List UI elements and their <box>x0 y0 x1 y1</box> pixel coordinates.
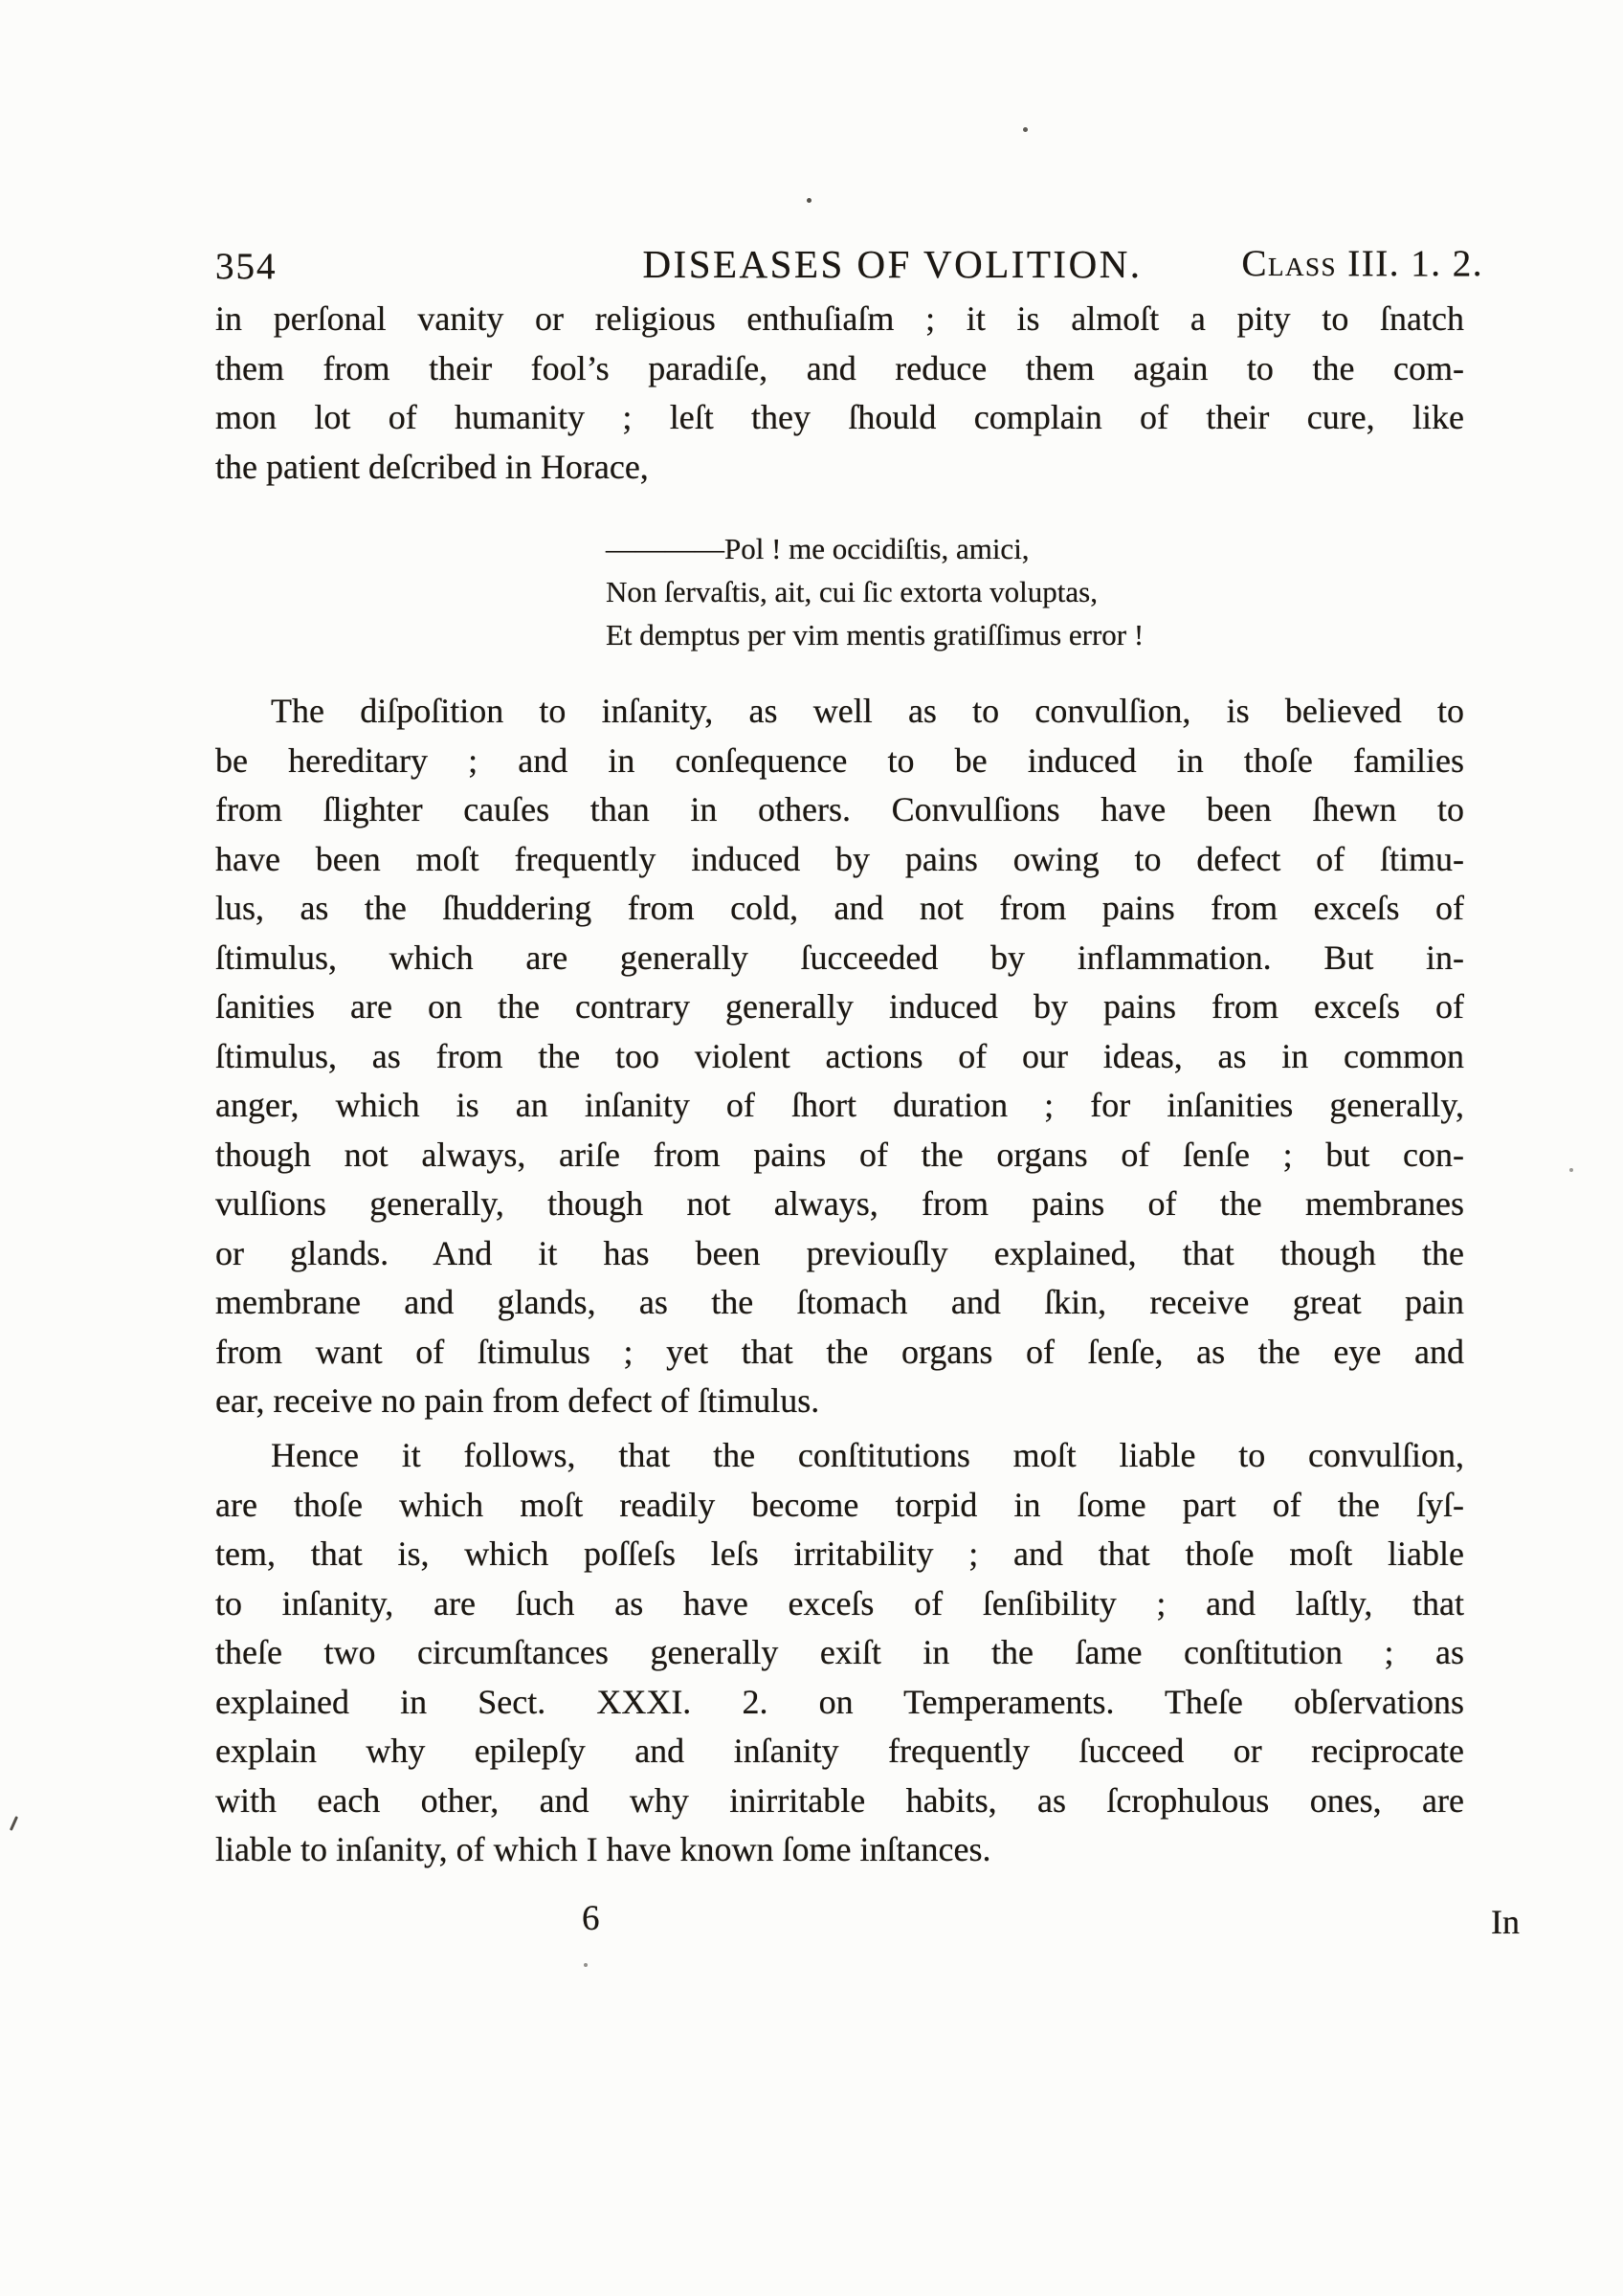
ink-speck <box>1023 127 1028 132</box>
text-line: from want of ſtimulus ; yet that the organs of ſenſe, as the eye and <box>215 1332 1464 1371</box>
text-line: or glands. And it has been previouſly explained, that though the <box>215 1233 1464 1272</box>
text-line: with each other, and why inirritable habits, as ſcrophulous ones, are <box>215 1780 1464 1820</box>
text-line: ſtimulus, which are generally ſucceeded by inflammation. But in- <box>215 938 1464 977</box>
quote-line: Non ſervaſtis, ait, cui ſic extorta voluptas, <box>606 575 1098 608</box>
ink-speck <box>584 1963 588 1967</box>
text-line: mon lot of humanity ; leſt they ſhould complain of their cure, like <box>215 398 1464 436</box>
text-line: lus, as the ſhuddering from cold, and not from pains from exceſs of <box>215 889 1464 927</box>
paragraph-3 <box>215 1431 1464 1875</box>
text-line: Hence it follows, that the conſtitutions moſt liable to convulſion, <box>271 1436 1464 1474</box>
text-line: theſe two circumſtances generally exiſt in the ſame conſtitution ; as <box>215 1633 1464 1671</box>
ink-speck <box>1569 1168 1573 1172</box>
text-line: be hereditary ; and in conſequence to be induced in thoſe families <box>215 740 1464 780</box>
text-line: ſtimulus, as from the too violent actions of our ideas, as in common <box>215 1036 1464 1075</box>
text-line: vulſions generally, though not always, from pains of the membranes <box>215 1184 1464 1223</box>
press-figure: 6 <box>582 1899 600 1938</box>
text-line: tem, that is, which poſſeſs leſs irritability ; and that thoſe moſt liable <box>215 1534 1464 1573</box>
text-line: explained in Sect. XXXI. 2. on Temperaments. Theſe obſervations <box>215 1682 1464 1721</box>
quote-line: Et demptus per vim mentis gratiſſimus error ! <box>606 618 1145 651</box>
stray-mark <box>10 1816 18 1831</box>
text-line: are thoſe which moſt readily become torpid in ſome part of the ſyſ- <box>215 1485 1464 1524</box>
text-line: membrane and glands, as the ſtomach and ſkin, receive great pain <box>215 1283 1464 1321</box>
text-line: from ſlighter cauſes than in others. Convulſions have been ſhewn to <box>215 790 1464 828</box>
ink-speck <box>807 198 812 203</box>
text-line: the patient deſcribed in Horace, <box>215 447 649 486</box>
text-line: in perſonal vanity or religious enthuſiaſm ; it is almoſt a pity to ſnatch <box>215 299 1464 338</box>
page-number: 354 <box>215 246 278 287</box>
text-line: to inſanity, are ſuch as have exceſs of ſenſibility ; and laſtly, that <box>215 1583 1464 1623</box>
paragraph-1 <box>215 295 1464 492</box>
quote-line: ————Pol ! me occidiſtis, amici, <box>606 532 1030 565</box>
section-label: Class III. 1. 2. <box>1241 243 1483 284</box>
text-line: ear, receive no pain from defect of ſtimulus. <box>215 1381 820 1420</box>
latin-quote <box>606 527 1144 656</box>
catchword: In <box>1491 1903 1520 1941</box>
text-line: liable to inſanity, of which I have known ſome inſtances. <box>215 1830 991 1868</box>
text-line: them from their fool’s paradiſe, and reduce them again to the com- <box>215 348 1464 387</box>
text-line: though not always, ariſe from pains of the organs of ſenſe ; but con- <box>215 1135 1464 1174</box>
text-line: anger, which is an inſanity of ſhort duration ; for inſanities generally, <box>215 1086 1464 1124</box>
paragraph-2 <box>215 687 1464 1426</box>
text-line: The diſpoſition to inſanity, as well as to convulſion, is believed to <box>271 692 1464 730</box>
text-line: explain why epilepſy and inſanity frequently ſucceed or reciprocate <box>215 1732 1464 1770</box>
running-title: DISEASES OF VOLITION. <box>642 242 1143 286</box>
text-line: have been moſt frequently induced by pains owing to defect of ſtimu- <box>215 839 1464 878</box>
text-line: ſanities are on the contrary generally induced by pains from exceſs of <box>215 987 1464 1026</box>
